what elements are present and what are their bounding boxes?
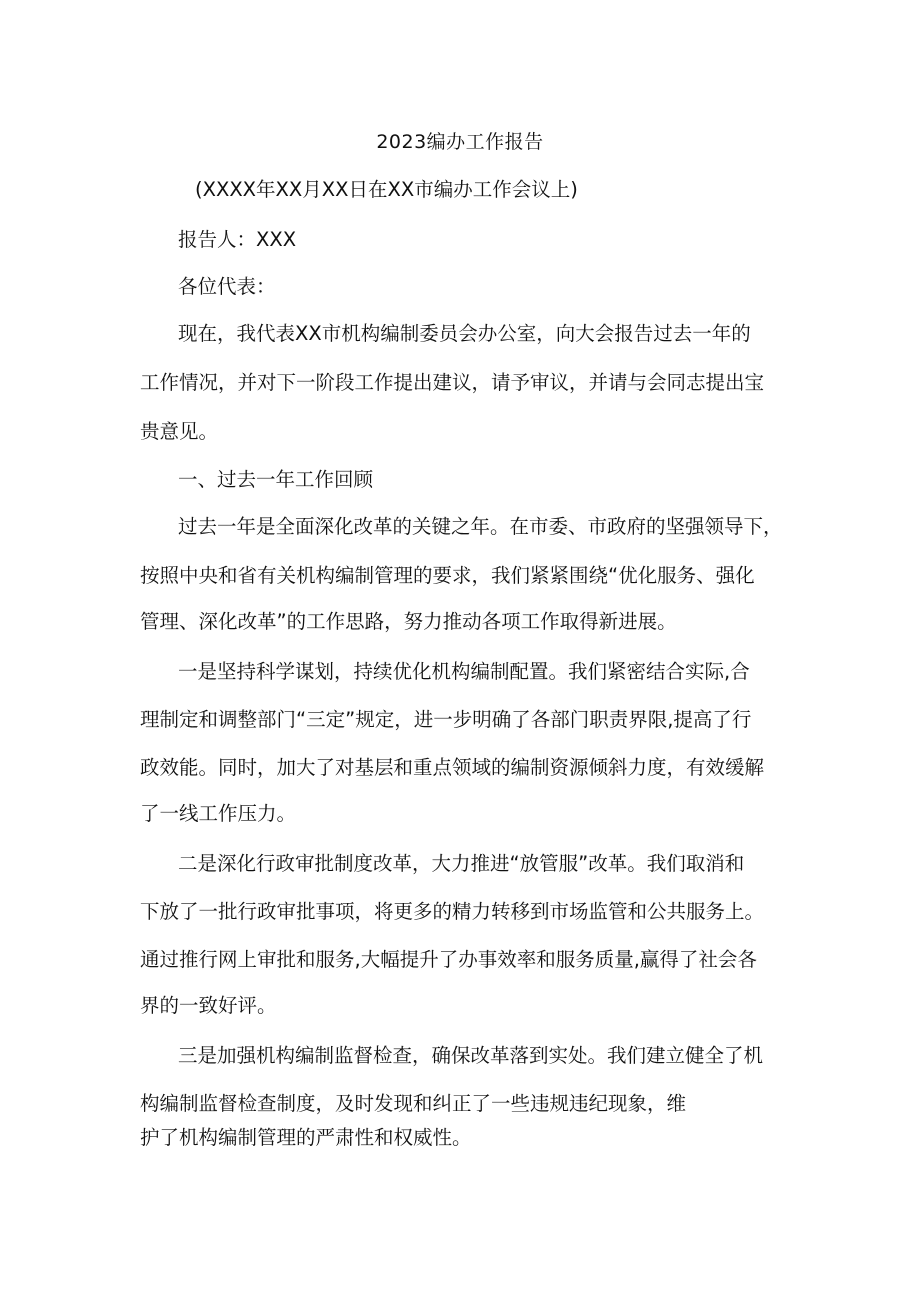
intro-line: 现在，我代表XX市机构编制委员会办公室，向大会报告过去一年的	[178, 322, 751, 345]
intro-line: 工作情况，并对下一阶段工作提出建议，请予审议，并请与会同志提出宝	[140, 371, 765, 394]
paragraph-line: 理制定和调整部门“三定”规定，进一步明确了各部门职责界限,提高了行	[140, 708, 752, 731]
paragraph-line: 了一线工作压力。	[140, 802, 297, 825]
intro-line: 贵意见。	[140, 420, 219, 443]
paragraph-line: 二是深化行政审批制度改革，大力推进“放管服”改革。我们取消和	[178, 852, 745, 875]
salutation: 各位代表：	[178, 275, 276, 298]
reporter-line: 报告人：XXX	[178, 228, 297, 251]
paragraph-line: 管理、深化改革”的工作思路，努力推动各项工作取得新进展。	[140, 610, 677, 633]
paragraph-line: 一是坚持科学谋划，持续优化机构编制配置。我们紧密结合实际,合	[178, 660, 750, 683]
paragraph-line: 按照中央和省有关机构编制管理的要求，我们紧紧围绕“优化服务、强化	[140, 564, 755, 587]
document-title: 2023编办工作报告	[376, 131, 544, 153]
paragraph-line: 下放了一批行政审批事项，将更多的精力转移到市场监管和公共服务上。	[140, 900, 765, 923]
paragraph-line: 三是加强机构编制监督检查，确保改革落到实处。我们建立健全了机	[178, 1044, 764, 1067]
paragraph-line: 护了机构编制管理的严肃性和权威性。	[140, 1126, 472, 1149]
paragraph-line: 构编制监督检查制度，及时发现和纠正了一些违规违纪现象，维	[140, 1092, 687, 1115]
paragraph-line: 通过推行网上审批和服务,大幅提升了办事效率和服务质量,赢得了社会各	[140, 948, 757, 971]
paragraph-line: 政效能。同时，加大了对基层和重点领域的编制资源倾斜力度，有效缓解	[140, 756, 765, 779]
section-heading: 一、过去一年工作回顾	[178, 468, 374, 491]
paragraph-line: 界的一致好评。	[140, 994, 277, 1017]
paragraph-line: 过去一年是全面深化改革的关键之年。在市委、市政府的坚强领导下，	[178, 515, 783, 538]
document-subtitle: (XXXX年XX月XX日在XX市编办工作会议上)	[195, 178, 578, 201]
